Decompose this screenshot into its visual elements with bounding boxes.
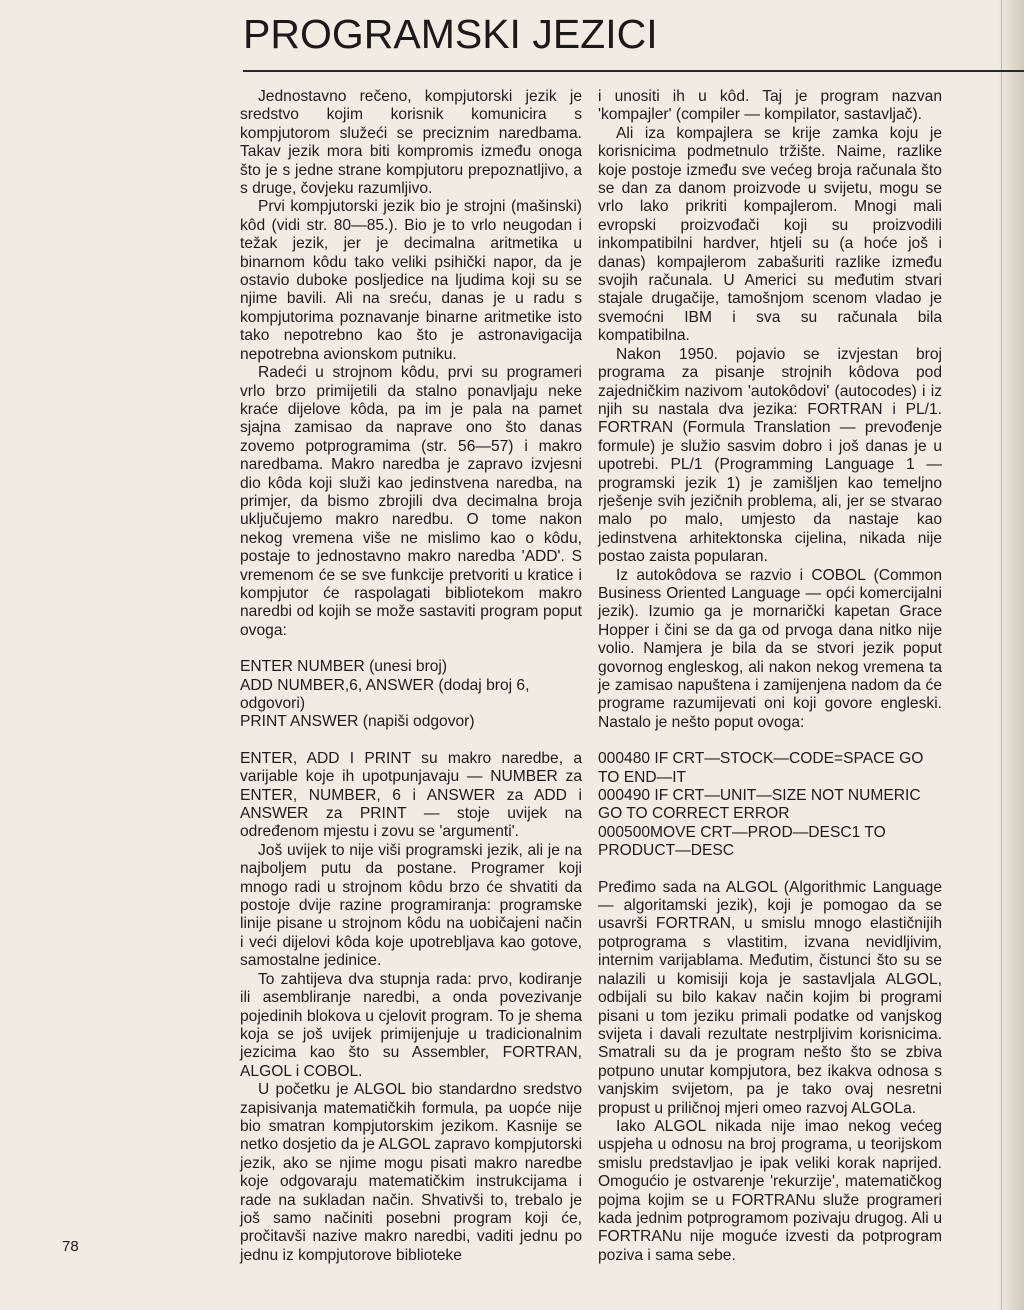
left-paragraph-4: ENTER, ADD I PRINT su makro naredbe, a varijable koje ih upotpunjavaju — NUMBER za ENTER, NUMBER, 6 i ANSWER za ADD i ANSWER za PRINT — stoje uvijek na određenom mjestu i zovu se 'argumenti'. — [240, 749, 582, 841]
cobol-code-block — [598, 750, 942, 860]
page-number: 78 — [62, 1238, 79, 1255]
left-column — [240, 88, 582, 1265]
right-paragraph-4: Iz autokôdova se razvio i COBOL (Common Business Oriented Language — opći komercijalni jezik). Izumio ga je mornarički kapetan Grace Hopper i čini se da ga od prvoga dana nitko nije volio. Namjera je bila da se stvori jezik poput govornog engleskog, ali nakon nekog vremena ta je zamisao napuštena i zamijenjena nadom da će programe razumijevati oni koji govore engleski. Nastalo je nešto poput ovoga: — [598, 566, 942, 731]
left-paragraph-3: Radeći u strojnom kôdu, prvi su programeri vrlo brzo primijetili da stalno ponavljaju neke kraće dijelove kôda, pa im je pala na pamet sjajna zamisao da naprave ono što danas zovemo potprogramima (str. 56—57) i makro naredbama. Makro naredba je zapravo izvjesni dio kôda koji služi kao jedinstvena naredba, na primjer, da bismo zbrojili dva decimalna broja uključujemo makro naredbu. O tome nakon nekog vremena više ne mislimo kao o kôdu, postaje to jednostavno makro naredba 'ADD'. S vremenom će se sve funkcije pretvoriti u kratice i kompjutor će raspolagati bibliotekom makro naredbi od kojih se može sastaviti program poput ovoga: — [240, 364, 582, 639]
right-paragraph-3: Nakon 1950. pojavio se izvjestan broj programa za pisanje strojnih kôdova pod zajedničkim nazivom 'autokôdovi' (autocodes) i iz njih su nastala dva jezika: FORTRAN i PL/1. FORTRAN (Formula Translation — prevođenje formule) je služio sasvim dobro i još danas je u upotrebi. PL/1 (Programming Language 1 — programski jezik 1) je zamišljen kao temeljno rješenje svih jezičnih problema, ali, jer se stvarao malo po malo, umjesto da nastaje kao jedinstvena arhitektonska cijelina, nikada nije postao zaista popularan. — [598, 345, 942, 566]
right-paragraph-2: Ali iza kompajlera se krije zamka koju je korisnicima podmetnulo tržište. Naime, razlike koje postoje između sve većeg broja računala što se dan za danom proizvode u svijetu, mogu se vrlo lako prikriti kompajlerom. Mnogi mali evropski proizvođači koji su proizvodili inkompatibilni hardver, htjeli su (a hoće još i danas) kompajlerom zabašuriti razlike između svojih računala. U Americi su međutim stvari stajale drugačije, tamošnjom scenom vladao je svemoćni IBM i sva su računala bila kompatibilna. — [598, 124, 942, 345]
code-line: ADD NUMBER,6, ANSWER (dodaj broj 6, odgovori) — [240, 676, 530, 712]
code-line: 000480 IF CRT—STOCK—CODE=SPACE GO TO END—IT — [598, 750, 924, 786]
left-paragraph-6: To zahtijeva dva stupnja rada: prvo, kodiranje ili asembliranje naredbi, a onda povezivanje pojedinih blokova u cjelovit program. To je shema koja se još uvijek primijenjuje u tradicionalnim jezicima kao što su Assembler, FORTRAN, ALGOL i COBOL. — [240, 970, 582, 1080]
left-paragraph-5: Još uvijek to nije viši programski jezik, ali je na najboljem putu da postane. Programer koji mnogo radi u strojnom kôdu brzo će shvatiti da postoje dvije razine programiranja: programske linije pisane u strojnom kôdu na uobičajeni način i veći dijelovi kôda koje upotrebljava kao gotove, samostalne jedinice. — [240, 841, 582, 970]
left-paragraph-7: U početku je ALGOL bio standardno sredstvo zapisivanja matematičkih formula, pa uopće nije bio smatran kompjutorskim jezikom. Kasnije se netko dosjetio da je ALGOL zapravo kompjutorski jezik, ako se njime mogu pisati makro naredbe koje odgovaraju matematičkim instrukcijama i rade na sukladan način. Shvativši to, trebalo je još samo načiniti posebni program koji će, pročitavši nazive makro naredbi, vaditi jednu po jednu iz kompjutorove biblioteke — [240, 1081, 582, 1264]
code-line: 000490 IF CRT—UNIT—SIZE NOT NUMERIC GO TO CORRECT ERROR — [598, 787, 921, 823]
right-paragraph-5: Pređimo sada na ALGOL (Algorithmic Language — algoritamski jezik), koji je pomogao da se usavrši FORTRAN, u smislu mnogo elastičnijih potprograma s vlastitim, izvana nevidljivim, internim varijablama. Međutim, čistunci što su se nalazili u komisiji koja je sastavljala ALGOL, odbijali su bilo kakav način kojim bi programi pisani u tom jeziku primali podatke od vanjskog svijeta i davali rezultate nestrpljivim korisnicima. Smatrali su da je program nešto što se zbiva potpuno unutar kompjutora, bez ikakva odnosa s vanjskim svijetom, pa je tako ovaj nesretni propust u priličnoj mjeri omeo razvoj ALGOLa. — [598, 878, 942, 1117]
page-title: PROGRAMSKI JEZICI — [243, 11, 658, 57]
code-line: ENTER NUMBER (unesi broj) — [240, 658, 448, 676]
right-column — [598, 88, 942, 1265]
title-rule — [243, 70, 1024, 72]
left-paragraph-2: Prvi kompjutorski jezik bio je strojni (mašinski) kôd (vidi str. 80—85.). Bio je to vrlo neugodan i težak jezik, jer je decimalna aritmetika u binarnom kôdu tako veliki psihički napor, da je ostavio duboke posljedice na ljudima koji su se njime bavili. Ali na sreću, danas je u radu s kompjutorima poznavanje binarne aritmetike isto tako nepotrebno kao što je astronavigacija nepotrebna avionskom putniku. — [240, 198, 582, 363]
right-paragraph-1: i unositi ih u kôd. Taj je program nazvan 'kompajler' (compiler — kompilator, sastavljač). — [598, 88, 942, 124]
macro-code-block — [240, 658, 582, 732]
left-paragraph-1: Jednostavno rečeno, kompjutorski jezik je sredstvo kojim korisnik komunicira s kompjutorom služeći se preciznim naredbama. Takav jezik mora biti kompromis između onoga što je s jedne strane kompjutoru prepoznatljivo, a s druge, čovjeku razumljivo. — [240, 88, 582, 198]
code-line: PRINT ANSWER (napiši odgovor) — [240, 713, 475, 731]
page-edge-line — [1001, 0, 1002, 1310]
right-paragraph-6: Iako ALGOL nikada nije imao nekog većeg uspjeha u odnosu na broj programa, u teorijskom smislu predstavljao je ipak veliki korak naprijed. Omogućio je ostvarenje 'rekurzije', matematičkog pojma kojim se u FORTRANu služe programeri kada jednim potprogramom pozivaju drugog. Ali u FORTRANu nije moguće izvesti da potprogram poziva i sama sebe. — [598, 1117, 942, 1264]
code-line: 000500MOVE CRT—PROD—DESC1 TO PRODUCT—DESC — [598, 823, 886, 860]
